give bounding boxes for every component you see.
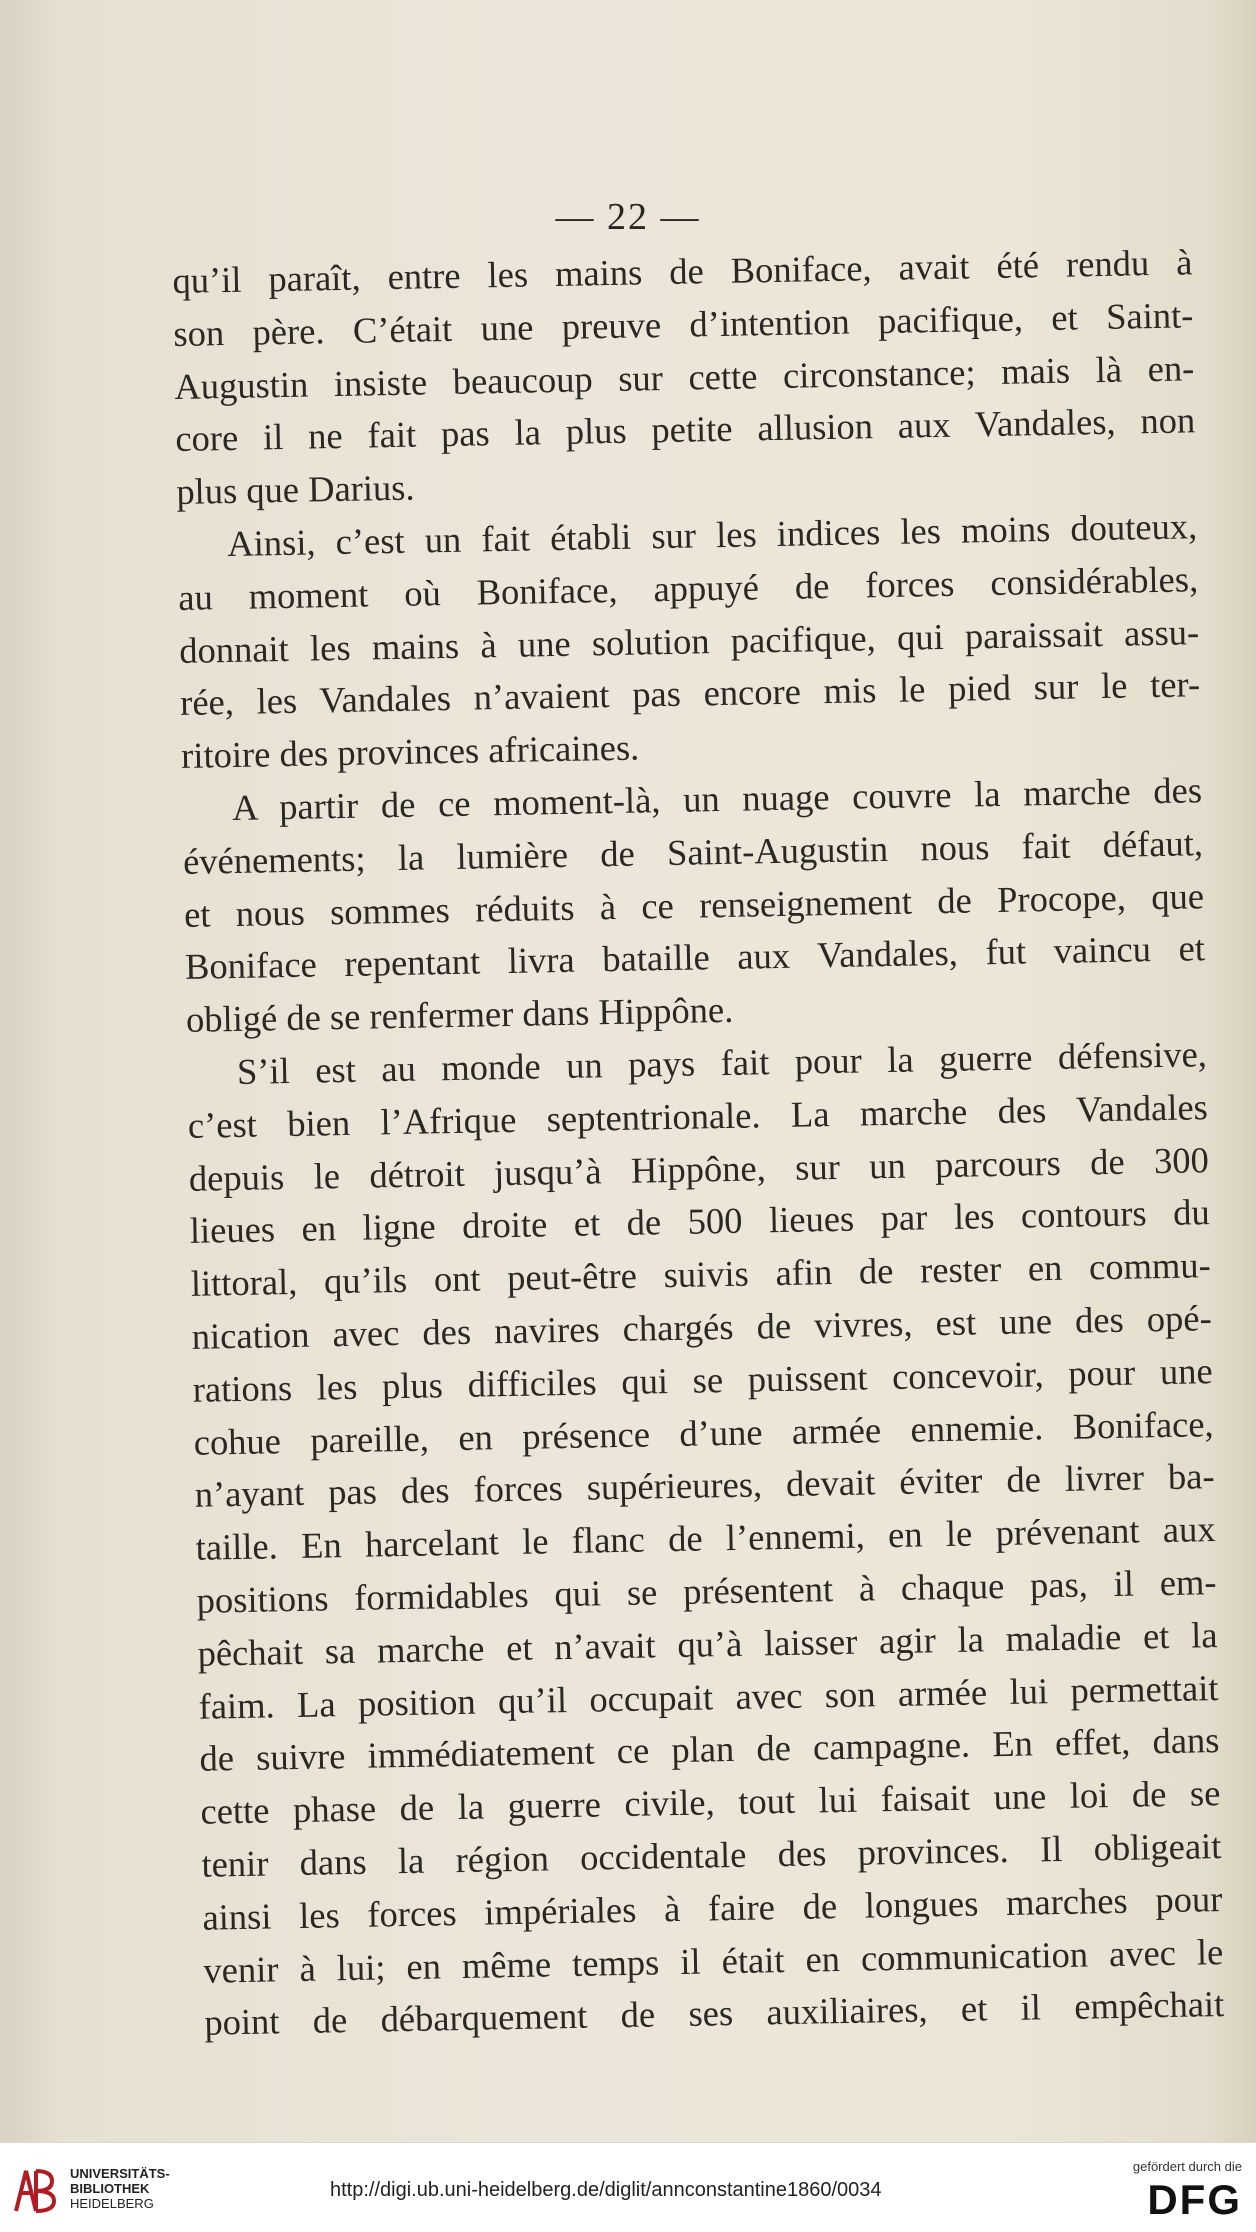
text-line: core il ne fait pas la plus petite allusion aux Vandales, non [174, 399, 1196, 460]
library-logo-icon [12, 2165, 58, 2215]
library-name-line: BIBLIOTHEK [70, 2181, 150, 2196]
text-line: Augustin insiste beaucoup sur cette circonstance; mais là en- [174, 346, 1195, 407]
text-line: faim. La position qu’il occupait avec son armée lui permettait [198, 1666, 1219, 1727]
text-line: taille. En harcelant le flanc de l’ennemi, en le prévenant aux [195, 1508, 1216, 1568]
funder [1133, 2159, 1242, 2222]
library-name-line: HEIDELBERG [70, 2196, 154, 2211]
text-line: événements; la lumière de Saint-Augustin nous fait défaut, [182, 821, 1204, 882]
library-name [70, 2166, 170, 2211]
text-line: ritoire des provinces africaines. [180, 726, 640, 777]
text-line: son père. C’était une preuve d’intention pacifique, et Saint- [173, 294, 1194, 354]
text-line: et nous sommes réduits à ce renseignement de Procope, que [183, 874, 1205, 935]
text-line: Ainsi, c’est un fait établi sur les indices les moins douteux, [226, 505, 1198, 565]
text-line: obligé de se renfermer dans Hippône. [185, 989, 734, 1041]
text-line: depuis le détroit jusqu’à Hippône, sur un parcours de 300 [188, 1138, 1210, 1199]
text-line: n’ayant pas des forces supérieures, devait éviter de livrer ba- [194, 1455, 1215, 1516]
footer-bar [0, 2142, 1256, 2232]
text-line: au moment où Boniface, appuyé de forces considérables, [177, 558, 1199, 618]
text-line: de suivre immédiatement ce plan de campagne. En effet, dans [199, 1719, 1220, 1780]
permalink-url[interactable]: http://digi.ub.uni-heidelberg.de/diglit/annconstantine1860/0034 [330, 2179, 882, 2201]
funder-text: gefördert durch die [1132, 2159, 1242, 2174]
text-line: littoral, qu’ils ont peut-être suivis afin de rester en commu- [190, 1244, 1212, 1304]
text-line: c’est bien l’Afrique septentrionale. La marche des Vandales [187, 1085, 1209, 1146]
text-line: nication avec des navires chargés de vivres, est une des opé- [191, 1297, 1213, 1357]
text-line: qu’il paraît, entre les mains de Boniface, avait été rendu à [172, 241, 1193, 301]
text-line: pêchait sa marche et n’avait qu’à laisser agir la maladie et la [197, 1613, 1218, 1674]
text-line: point de débarquement de ses auxiliaires, et il empêchait [204, 1983, 1225, 2043]
text-line: ainsi les forces impériales à faire de longues marches pour [202, 1877, 1223, 1938]
text-line: cohue pareille, en présence d’une armée ennemie. Boniface, [193, 1402, 1214, 1463]
text-line: plus que Darius. [175, 466, 415, 513]
text-line: rée, les Vandales n’avaient pas encore mis le pied sur le ter- [179, 663, 1201, 724]
dfg-logo: DFG [1147, 2176, 1242, 2223]
text-line: cette phase de la guerre civile, tout lui faisait une loi de se [200, 1772, 1221, 1832]
text-line: S’il est au monde un pays fait pour la guerre défensive, [236, 1033, 1208, 1092]
text-line: venir à lui; en même temps il était en communication avec le [203, 1930, 1224, 1991]
text-line: positions formidables qui se présentent à chaque pas, il em- [196, 1561, 1217, 1621]
library-name-line: UNIVERSITÄTS- [70, 2166, 170, 2181]
text-line: tenir dans la région occidentale des provinces. Il obligeait [201, 1824, 1222, 1885]
body-text [172, 236, 1225, 2049]
text-line: A partir de ce moment-là, un nuage couvre la marche des [231, 769, 1203, 828]
text-line: Boniface repentant livra bataille aux Vandales, fut vaincu et [184, 927, 1206, 988]
text-line: donnait les mains à une solution pacifique, qui paraissait assu- [178, 610, 1200, 671]
text-line: rations les plus difficiles qui se puissent concevoir, pour une [192, 1349, 1213, 1410]
page-number: — 22 — [555, 196, 701, 238]
text-line: lieues en ligne droite et de 500 lieues par les contours du [189, 1191, 1211, 1252]
